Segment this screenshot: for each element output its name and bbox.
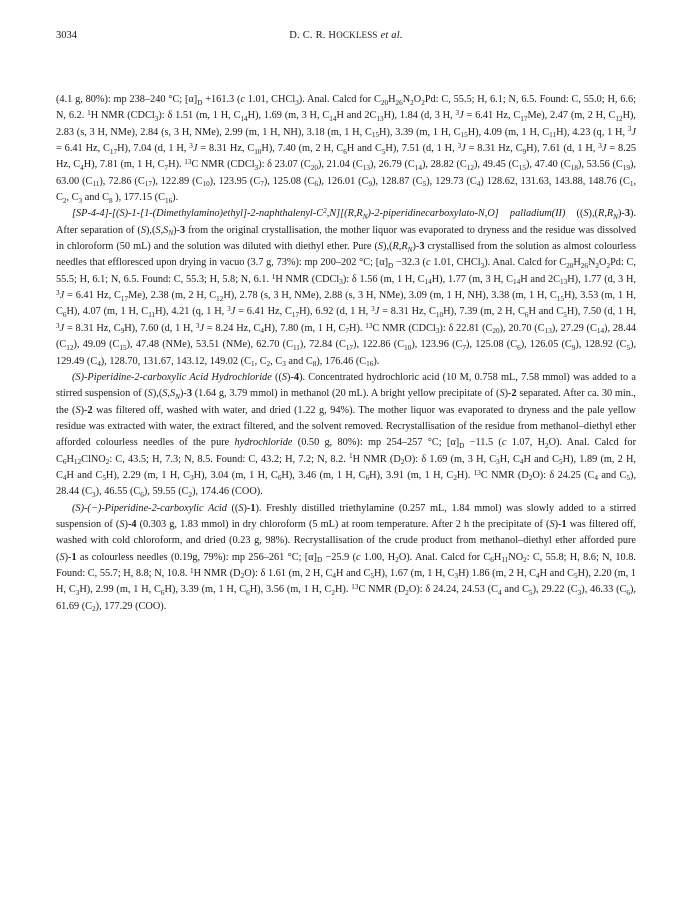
running-head-prefix: D. C. R. H — [289, 30, 337, 41]
article-body — [56, 92, 636, 615]
paragraph-characterization-s-ss-3: (4.1 g, 80%): mp 238–240 °C; $[\alpha]_D +161.3$ (c 1.01, CHCl$_3$). Anal. Calcd for $C_{20}H_{26}N_2O_2Pd$: C, 55.5; H, 6.1; N, 6.5. Found: C, 55.0; H, 6.6; N, 6.2. $^1$H NMR (CDCl$_3$): δ 1.51 (m, 1 H, $C_{14}H$), 1.69 (m, 3 H, $C_{14}H$ and $2C_{13}H$), 1.84 (d, 3 H, $^3$J = 6.41 Hz, $C_{17}Me$), 2.47 (m, 2 H, $C_{12}H$), 2.83 (s, 3 H, NMe), 2.84 (s, 3 H, NMe), 2.99 (m, 1 H, NH), 3.18 (m, 1 H, $C_{15}H$), 3.39 (m, 1 H, $C_{15}H$), 4.09 (m, 1 H, $C_{11}H$), 4.23 (q, 1 H, $^3$J = 6.41 Hz, $C_{17}H$), 7.04 (d, 1 H, $^3$J = 8.31 Hz, $C_{10}H$), 7.40 (m, 2 H, $C_6H$ and $C_5H$), 7.51 (d, 1 H, $^3$J = 8.31 Hz, $C_9H$), 7.61 (d, 1 H, $^3$J = 8.25 Hz, $C_4H$), 7.81 (m, 1 H, $C_7H$). $^{13}$C NMR (CDCl$_3$): δ 23.07 $(C_{20})$, 21.04 $(C_{13})$, 26.79 $(C_{14})$, 28.82 $(C_{12})$, 49.45 $(C_{15})$, 47.40 $(C_{18})$, 53.56 $(C_{19})$, 63.00 $(C_{11})$, 72.86 $(C_{17})$, 122.89 $(C_{10})$, 123.95 $(C_7)$, 125.08 $(C_6)$, 126.01 $(C_9)$, 128.87 $(C_5)$, 129.73 $(C_4)$ 128.62, 131.63, 143.88, 148.76 ($C_1$, $C_2$, $C_3$ and $C_8$ ), 177.15 $(C_{16})$. — [56, 94, 637, 205]
running-head-smallcaps: OCKLESS — [336, 30, 378, 40]
running-head — [56, 30, 636, 41]
paragraph-s-rr-3: $[SP-4-4]-[(S)-1-[1-(Dimethylamino)ethyl]-2-naphthalenyl-C^2,N][(R,R_N)-2-piperidinecarboxylato-N,O]$ palladium(II) $((S),(R,R_N)-3)$. After separation of $(S),(S,S_N)-3$ from the original crystallisation, the mother liquor was evaporated to dryness and the residue was dissolved in chloroform (50 mL) and the solution was diluted with diethyl ether. Pure $(S),(R,R_N)-3$ crystallised from the solution as almost colourless needles that effloresced upon drying in vacuo (3.7 g, 73%): mp 200–202 °C; $[\alpha]_D -32.3$ (c 1.01, CHCl$_3$). Anal. Calcd for $C_{20}H_{26}N_2O_2Pd$: C, 55.5; H, 6.1; N, 6.5. Found: C, 55.3; H, 5.8; N, 6.1. $^1$H NMR (CDCl$_3$): δ 1.56 (m, 1 H, $C_{14}H$), 1.77 (m, 3 H, $C_{14}H$ and $2C_{13}H$), 1.77 (d, 3 H, $^3$J = 6.41 Hz, $C_{17}Me$), 2.38 (m, 2 H, $C_{12}H$), 2.78 (s, 3 H, NMe), 2.88 (s, 3 H, NMe), 3.09 (m, 1 H, NH), 3.38 (m, 1 H, $C_{15}H$), 3.53 (m, 1 H, $C_6H$), 4.07 (m, 1 H, $C_{11}H$), 4.21 (q, 1 H, $^3$J = 6.41 Hz, $C_{17}H$), 6.92 (d, 1 H, $^3$J = 8.31 Hz, $C_{10}H$), 7.39 (m, 2 H, $C_6H$ and $C_5H$), 7.50 (d, 1 H, $^3$J = 8.31 Hz, $C_9H$), 7.60 (d, 1 H, $^3$J = 8.24 Hz, $C_4H$), 7.80 (m, 1 H, $C_7H$). $^{13}$C NMR (CDCl$_3$): δ 22.81 $(C_{20})$, 20.70 $(C_{13})$, 27.29 $(C_{14})$, 28.44 $(C_{12})$, 49.09 $(C_{15})$, 47.48 (NMe), 53.51 (NMe), 62.70 $(C_{11})$, 72.84 $(C_{17})$, 122.86 $(C_{10})$, 123.96 $(C_7)$, 125.08 $(C_6)$, 126.05 $(C_9)$, 128.92 $(C_5)$, 129.49 $(C_4)$, 128.70, 131.67, 143.12, 149.02 ($C_1$, $C_2$, $C_3$ and $C_8$), 176.46 $(C_{16})$. — [56, 207, 637, 369]
page-header — [56, 30, 636, 50]
page-number: 3034 — [56, 30, 77, 41]
journal-page — [56, 30, 636, 615]
paragraph-hydrochloride-4: (S)-Piperidine-2-carboxylic Acid Hydrochloride ((S)-4). Concentrated hydrochloric acid (10 M, 0.758 mL, 7.58 mmol) was added to a stirred suspension of $(S),(S,S_N)-3$ (1.64 g, 3.79 mmol) in methanol (20 mL). A bright yellow precipitate of (S)-2 separated. After ca. 30 min., the (S)-2 was filtered off, washed with water, and dried (1.22 g, 94%). The mother liquor was evaporated to dryness and the pale yellow residue was extracted with water, the extract filtered, and the solvent removed. Recrystallisation of the residue from methanol–diethyl ether afforded colourless needles of the pure hydrochloride (0.50 g, 80%): mp 254–257 °C; $[\alpha]_D -11.5$ (c 1.07, $H_2O$). Anal. Calcd for $C_6H_{12}ClNO_2$: C, 43.5; H, 7.3; N, 8.5. Found: C, 43.2; H, 7.2; N, 8.2. $^1$H NMR $(D_2O)$: δ 1.69 (m, 3 H, $C_3H$, $C_4H$ and $C_5H$), 1.89 (m, 2 H, $C_4H$ and $C_5H$), 2.29 (m, 1 H, $C_3H$), 3.04 (m, 1 H, $C_6H$), 3.46 (m, 1 H, $C_6H$), 3.91 (m, 1 H, $C_2H$). $^{13}$C NMR $(D_2O)$: δ 24.25 ($C_4$ and $C_5$), 28.44 $(C_3)$, 46.55 $(C_6)$, 59.55 $(C_2)$, 174.46 (COO). — [56, 371, 637, 499]
running-head-suffix: et al. — [377, 30, 403, 41]
paragraph-piperidine-acid-1: (S)-(−)-Piperidine-2-carboxylic Acid ((S)-1). Freshly distilled triethylamine (0.257 mL, 1.84 mmol) was slowly added to a stirred suspension of (S)-4 (0.303 g, 1.83 mmol) in dry chloroform (5 mL) at room temperature. After 2 h the precipitate of (S)-1 was filtered off, washed with cold chloroform, and dried (0.23 g, 98%). Recrystallisation of the crude product from methanol–diethyl ether afforded pure (S)-1 as colourless needles (0.19g, 79%): mp 256–261 °C; $[\alpha]_D -25.9$ (c 1.00, $H_2O$). Anal. Calcd for $C_6H_{11}NO_2$: C, 55.8; H, 8.6; N, 10.8. Found: C, 55.7; H, 8.8; N, 10.8. $^1$H NMR $(D_2O)$: δ 1.61 (m, 2 H, $C_4H$ and $C_5H$), 1.67 (m, 1 H, $C_3H$) 1.86 (m, 2 H, $C_4H$ and $C_5H$), 2.20 (m, 1 H, $C_3H$), 2.99 (m, 1 H, $C_6H$), 3.39 (m, 1 H, $C_6H$), 3.56 (m, 1 H, $C_2H$). $^{13}$C NMR $(D_2O)$: δ 24.24, 24.53 ($C_4$ and $C_5$), 29.22 $(C_3)$, 46.33 $(C_6)$, 61.69 $(C_2)$, 177.29 (COO). — [56, 502, 637, 614]
